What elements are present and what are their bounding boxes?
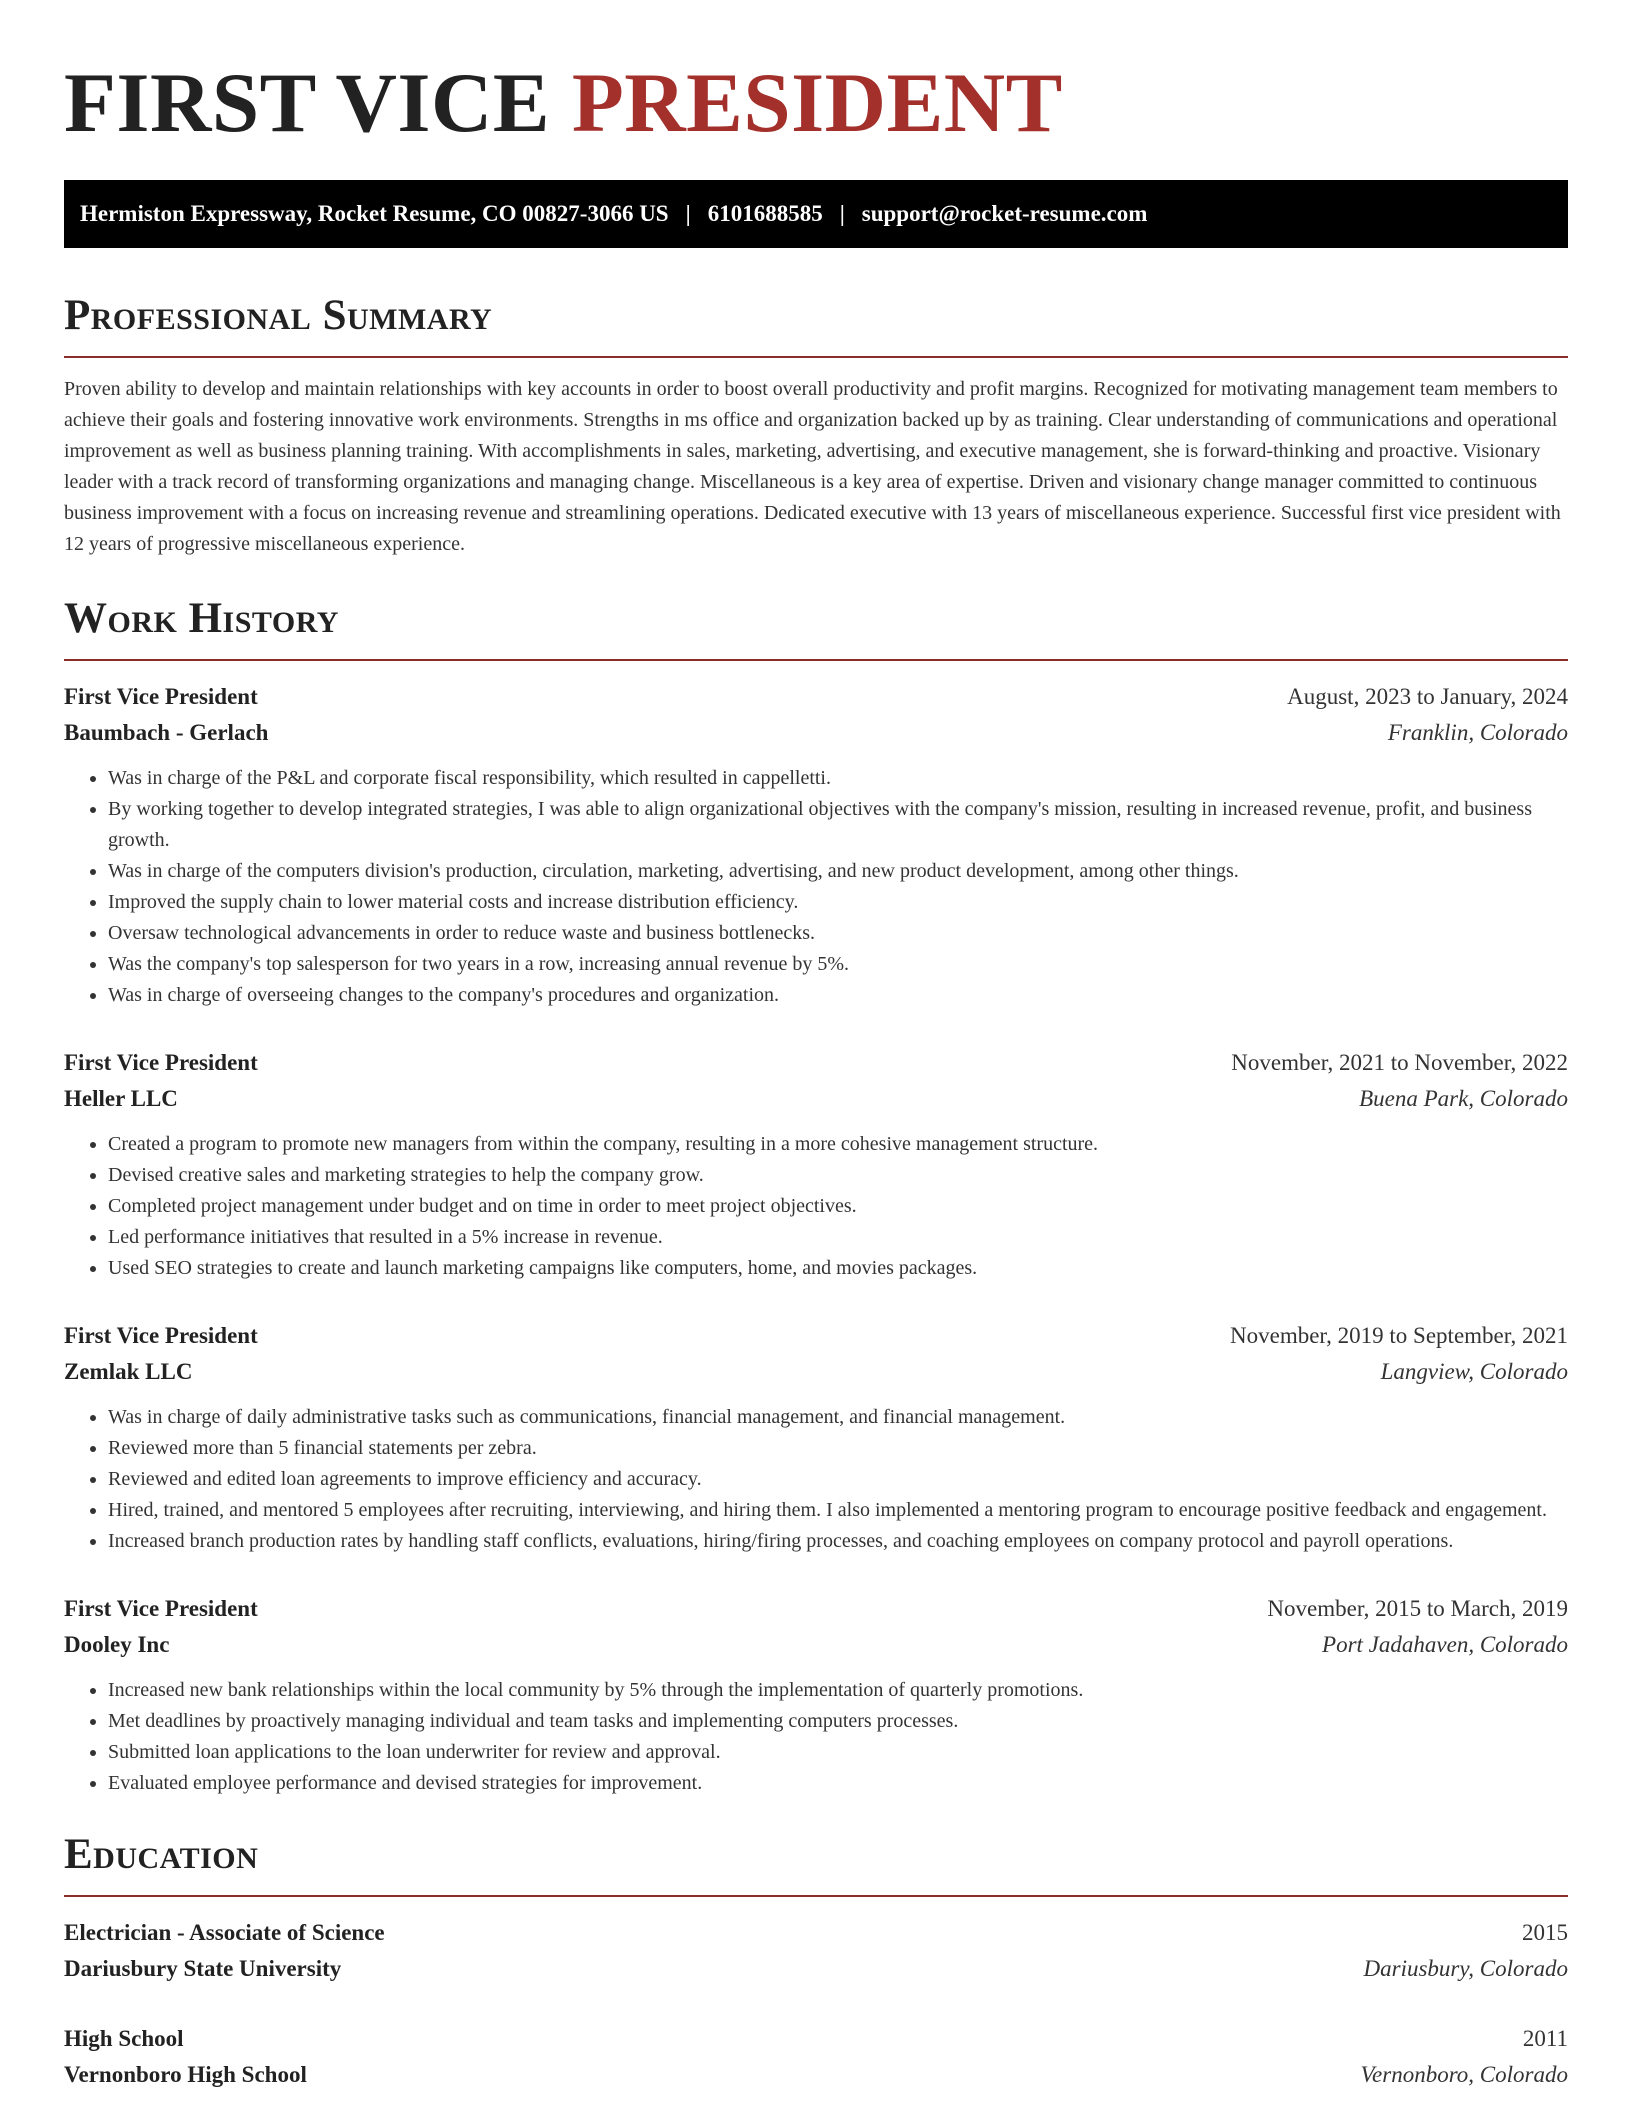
work-history-section <box>64 593 1568 1799</box>
section-title-work: Work History <box>64 595 339 642</box>
job-bullets <box>64 1675 1568 1799</box>
professional-summary-section <box>64 290 1568 560</box>
job-bullet: • Was in charge of the computers division's production, circulation, marketing, advertising, and new product development, among other things. <box>108 856 1568 887</box>
section-title-summary: Professional Summary <box>64 292 493 339</box>
contact-bar <box>64 180 1568 248</box>
section-divider <box>64 659 1568 661</box>
job-bullet: • Increased new bank relationships within the local community by 5% through the implementation of quarterly promotions. <box>108 1675 1568 1706</box>
job-bullets <box>64 1129 1568 1284</box>
job-bullet: • Created a program to promote new managers from within the company, resulting in a more cohesive management structure. <box>108 1129 1568 1160</box>
education-entry <box>64 1915 1568 1987</box>
job-bullet: • Oversaw technological advancements in order to reduce waste and business bottlenecks. <box>108 918 1568 949</box>
section-title-education: Education <box>64 1831 259 1878</box>
job-company: Heller LLC <box>64 1086 178 1111</box>
job-company: Zemlak LLC <box>64 1359 193 1384</box>
job-bullet: • Met deadlines by proactively managing individual and team tasks and implementing computers processes. <box>108 1706 1568 1737</box>
education-location: Vernonboro, Colorado <box>1360 2062 1568 2087</box>
section-divider <box>64 1895 1568 1897</box>
job-dates: August, 2023 to January, 2024 <box>1287 684 1568 709</box>
contact-separator: | <box>839 201 845 226</box>
job-bullet: • Reviewed and edited loan agreements to improve efficiency and accuracy. <box>108 1464 1568 1495</box>
job-entry <box>64 1591 1568 1799</box>
job-title: First Vice President <box>64 1596 258 1621</box>
job-location: Langview, Colorado <box>1380 1359 1568 1384</box>
job-entry <box>64 679 1568 1011</box>
job-bullet: • Increased branch production rates by handling staff conflicts, evaluations, hiring/firing processes, and coaching employees on company protocol and payroll operations. <box>108 1526 1568 1557</box>
job-company: Baumbach - Gerlach <box>64 720 269 745</box>
job-bullet: • Used SEO strategies to create and launch marketing campaigns like computers, home, and movies packages. <box>108 1253 1568 1284</box>
job-location: Buena Park, Colorado <box>1359 1086 1568 1111</box>
contact-separator: | <box>685 201 691 226</box>
education-year: 2011 <box>1522 2026 1568 2051</box>
name-last: PRESIDENT <box>571 56 1063 150</box>
job-dates: November, 2015 to March, 2019 <box>1267 1596 1568 1621</box>
job-bullet: • Was in charge of overseeing changes to the company's procedures and organization. <box>108 980 1568 1011</box>
summary-text: Proven ability to develop and maintain relationships with key accounts in order to boost overall productivity and profit margins. Recognized for motivating management team members to achieve their goals and fostering innovative work environments. Strengths in ms office and organization backed up by as training. Clear understanding of communications and operational improvement as well as business planning training. With accomplishments in sales, marketing, advertising, and executive management, she is forward-thinking and proactive. Visionary leader with a track record of transforming organizations and managing change. Miscellaneous is a key area of expertise. Driven and visionary change manager committed to continuous business improvement with a focus on increasing revenue and streamlining operations. Dedicated executive with 13 years of miscellaneous experience. Successful first vice president with 12 years of progressive miscellaneous experience. <box>64 378 1561 555</box>
job-bullet: • Improved the supply chain to lower material costs and increase distribution efficiency. <box>108 887 1568 918</box>
section-divider <box>64 356 1568 358</box>
job-bullet: • Was in charge of the P&L and corporate fiscal responsibility, which resulted in cappelletti. <box>108 763 1568 794</box>
name-first: FIRST VICE <box>64 56 551 150</box>
job-title: First Vice President <box>64 1050 258 1075</box>
contact-email: support@rocket-resume.com <box>861 201 1148 226</box>
education-section <box>64 1829 1568 2093</box>
job-company: Dooley Inc <box>64 1632 170 1657</box>
job-bullet: • Was in charge of daily administrative tasks such as communications, financial management, and financial management. <box>108 1402 1568 1433</box>
job-location: Franklin, Colorado <box>1387 720 1568 745</box>
job-dates: November, 2021 to November, 2022 <box>1231 1050 1568 1075</box>
job-bullet: • Led performance initiatives that resulted in a 5% increase in revenue. <box>108 1222 1568 1253</box>
job-dates: November, 2019 to September, 2021 <box>1230 1323 1568 1348</box>
job-entry <box>64 1318 1568 1557</box>
job-entry <box>64 1045 1568 1284</box>
education-school: Vernonboro High School <box>64 2062 307 2087</box>
job-bullet: • Completed project management under budget and on time in order to meet project objectives. <box>108 1191 1568 1222</box>
job-bullet: • Reviewed more than 5 financial statements per zebra. <box>108 1433 1568 1464</box>
education-entry <box>64 2021 1568 2093</box>
education-school: Dariusbury State University <box>64 1956 342 1981</box>
job-bullet: • Evaluated employee performance and devised strategies for improvement. <box>108 1768 1568 1799</box>
job-title: First Vice President <box>64 684 258 709</box>
job-bullet: • Submitted loan applications to the loan underwriter for review and approval. <box>108 1737 1568 1768</box>
job-bullet: • Devised creative sales and marketing strategies to help the company grow. <box>108 1160 1568 1191</box>
education-degree: Electrician - Associate of Science <box>64 1920 385 1945</box>
contact-address: Hermiston Expressway, Rocket Resume, CO 00827-3066 US <box>80 201 669 226</box>
contact-phone: 6101688585 <box>707 201 823 226</box>
education-year: 2015 <box>1522 1920 1568 1945</box>
job-bullets <box>64 763 1568 1011</box>
job-title: First Vice President <box>64 1323 258 1348</box>
job-bullet: • By working together to develop integrated strategies, I was able to align organizational objectives with the company's mission, resulting in increased revenue, profit, and business growth. <box>108 794 1568 856</box>
job-bullets <box>64 1402 1568 1557</box>
education-location: Dariusbury, Colorado <box>1363 1956 1568 1981</box>
job-location: Port Jadahaven, Colorado <box>1322 1632 1568 1657</box>
education-degree: High School <box>64 2026 184 2051</box>
job-bullet: • Hired, trained, and mentored 5 employees after recruiting, interviewing, and hiring them. I also implemented a mentoring program to encourage positive feedback and engagement. <box>108 1495 1568 1526</box>
job-bullet: • Was the company's top salesperson for two years in a row, increasing annual revenue by 5%. <box>108 949 1568 980</box>
resume-name <box>64 48 1568 158</box>
